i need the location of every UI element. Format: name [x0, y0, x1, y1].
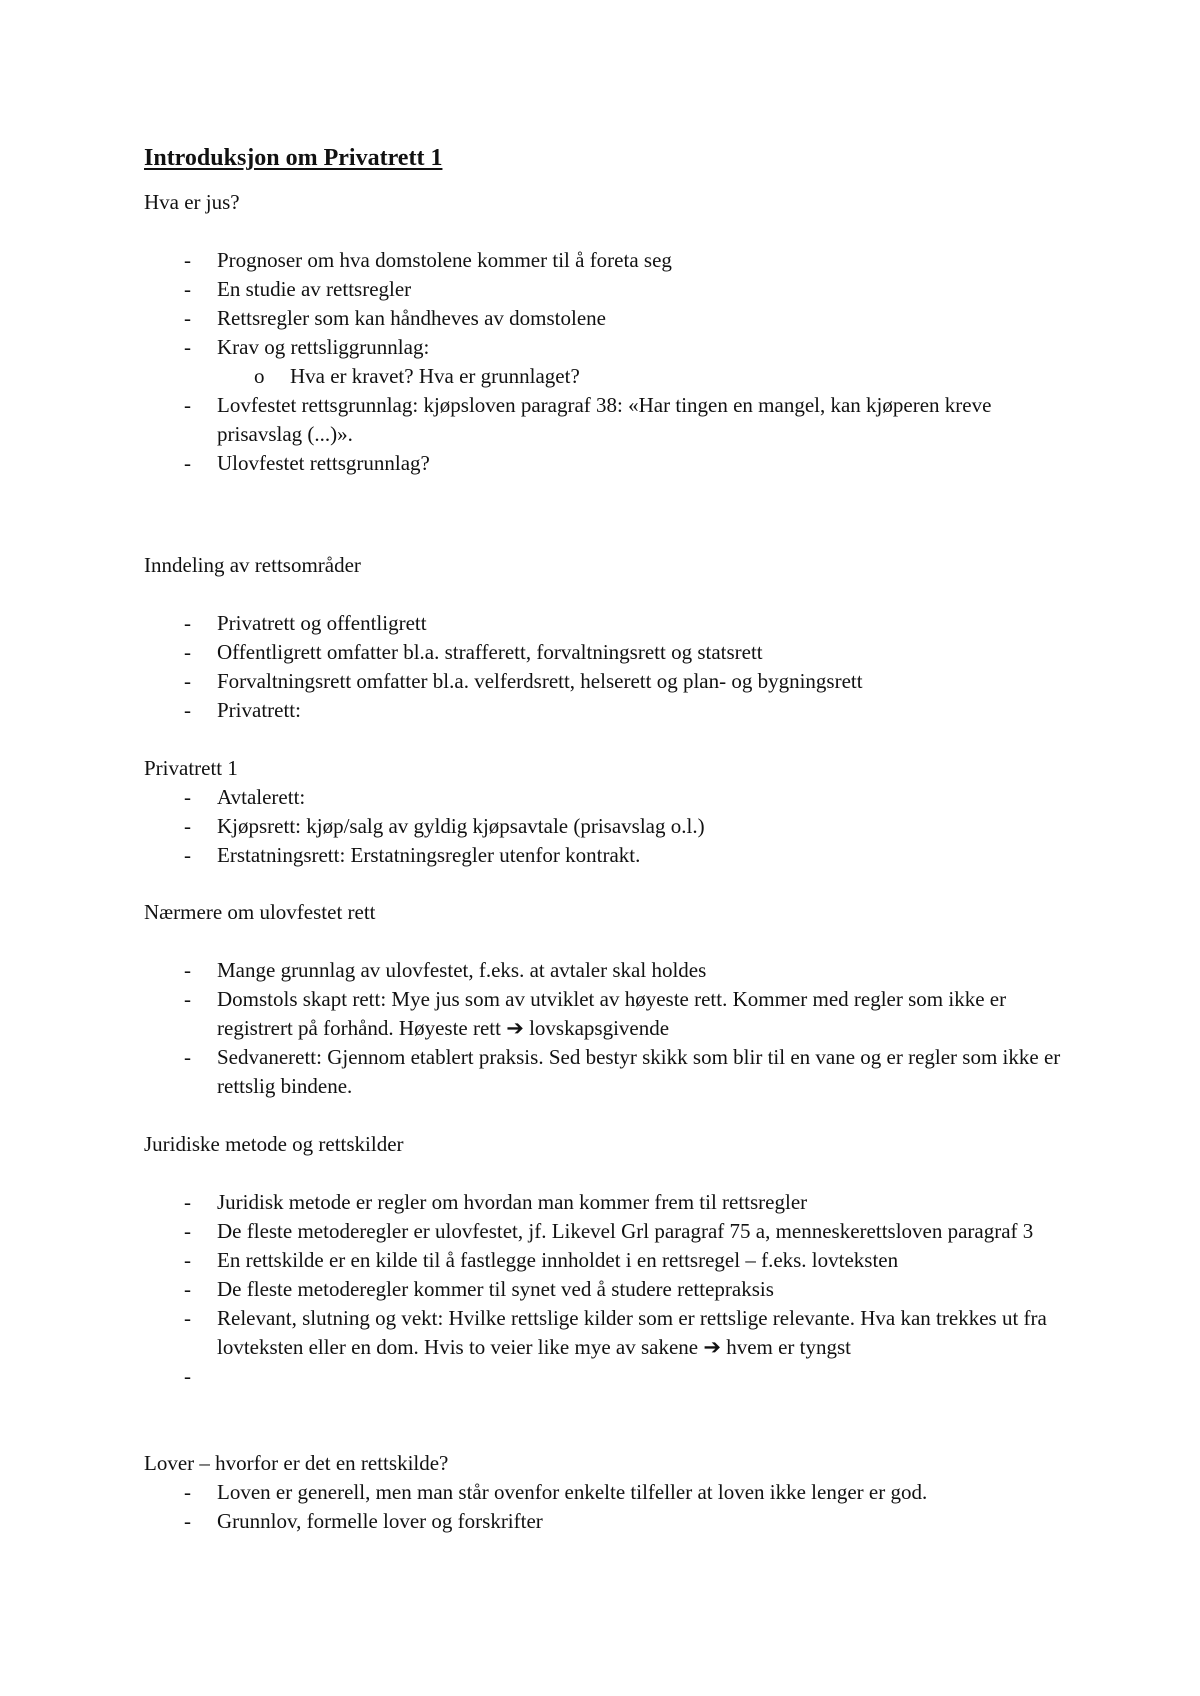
- list-item: - Offentligrett omfatter bl.a. strafferett, forvaltningsrett og statsrett: [144, 638, 1064, 667]
- section-heading-inndeling: Inndeling av rettsområder: [144, 553, 361, 577]
- list-hva-er-jus: [144, 246, 1064, 478]
- list-item: - Forvaltningsrett omfatter bl.a. velferdsrett, helserett og plan- og bygningsrett: [144, 667, 1064, 696]
- list-item: - Kjøpsrett: kjøp/salg av gyldig kjøpsavtale (prisavslag o.l.): [144, 812, 1064, 841]
- section-heading-lover: Lover – hvorfor er det en rettskilde?: [144, 1451, 449, 1475]
- sub-list-item: o Hva er kravet? Hva er grunnlaget?: [144, 362, 1064, 391]
- list-item: - Avtalerett:: [144, 783, 1064, 812]
- list-item: - Relevant, slutning og vekt: Hvilke rettslige kilder som er rettslige relevante. Hva kan trekkes ut fra lovteksten eller en dom. Hvis to veier like mye av sakene ➔ hvem er tyngst: [144, 1304, 1064, 1362]
- list-item: - Loven er generell, men man står ovenfor enkelte tilfeller at loven ikke lenger er god.: [144, 1478, 1064, 1507]
- list-item: - Ulovfestet rettsgrunnlag?: [144, 449, 1064, 478]
- list-item: - Mange grunnlag av ulovfestet, f.eks. at avtaler skal holdes: [144, 956, 1064, 985]
- section-heading-hva-er-jus: Hva er jus?: [144, 190, 240, 214]
- list-item: [144, 1362, 1064, 1391]
- section-heading-juridiske-metode: Juridiske metode og rettskilder: [144, 1132, 404, 1156]
- list-inndeling: [144, 609, 1064, 725]
- document-title: Introduksjon om Privatrett 1: [144, 145, 443, 171]
- list-item: - Sedvanerett: Gjennom etablert praksis. Sed bestyr skikk som blir til en vane og er regler som ikke er rettslig bindene.: [144, 1043, 1064, 1101]
- list-item: - Prognoser om hva domstolene kommer til å foreta seg: [144, 246, 1064, 275]
- list-item: - Lovfestet rettsgrunnlag: kjøpsloven paragraf 38: «Har tingen en mangel, kan kjøperen kreve prisavslag (...)».: [144, 391, 1064, 449]
- list-item: - Grunnlov, formelle lover og forskrifter: [144, 1507, 1064, 1536]
- list-item: - En studie av rettsregler: [144, 275, 1064, 304]
- list-item: - Privatrett:: [144, 696, 1064, 725]
- list-item: - Erstatningsrett: Erstatningsregler utenfor kontrakt.: [144, 841, 1064, 870]
- list-lover: [144, 1478, 1064, 1536]
- list-item: - Domstols skapt rett: Mye jus som av utviklet av høyeste rett. Kommer med regler som ikke er registrert på forhånd. Høyeste rett ➔ lovskapsgivende: [144, 985, 1064, 1043]
- section-heading-ulovfestet-rett: Nærmere om ulovfestet rett: [144, 900, 376, 924]
- section-heading-privatrett-1: Privatrett 1: [144, 756, 238, 780]
- list-item: - De fleste metoderegler er ulovfestet, jf. Likevel Grl paragraf 75 a, menneskerettsloven paragraf 3: [144, 1217, 1064, 1246]
- list-item: - Krav og rettsliggrunnlag:: [144, 333, 1064, 362]
- list-ulovfestet-rett: [144, 956, 1064, 1101]
- list-item: - En rettskilde er en kilde til å fastlegge innholdet i en rettsregel – f.eks. lovteksten: [144, 1246, 1064, 1275]
- list-item: - De fleste metoderegler kommer til synet ved å studere rettepraksis: [144, 1275, 1064, 1304]
- list-item: - Privatrett og offentligrett: [144, 609, 1064, 638]
- list-privatrett-1: [144, 783, 1064, 870]
- list-juridiske-metode: [144, 1188, 1064, 1391]
- list-item: - Juridisk metode er regler om hvordan man kommer frem til rettsregler: [144, 1188, 1064, 1217]
- list-item: - Rettsregler som kan håndheves av domstolene: [144, 304, 1064, 333]
